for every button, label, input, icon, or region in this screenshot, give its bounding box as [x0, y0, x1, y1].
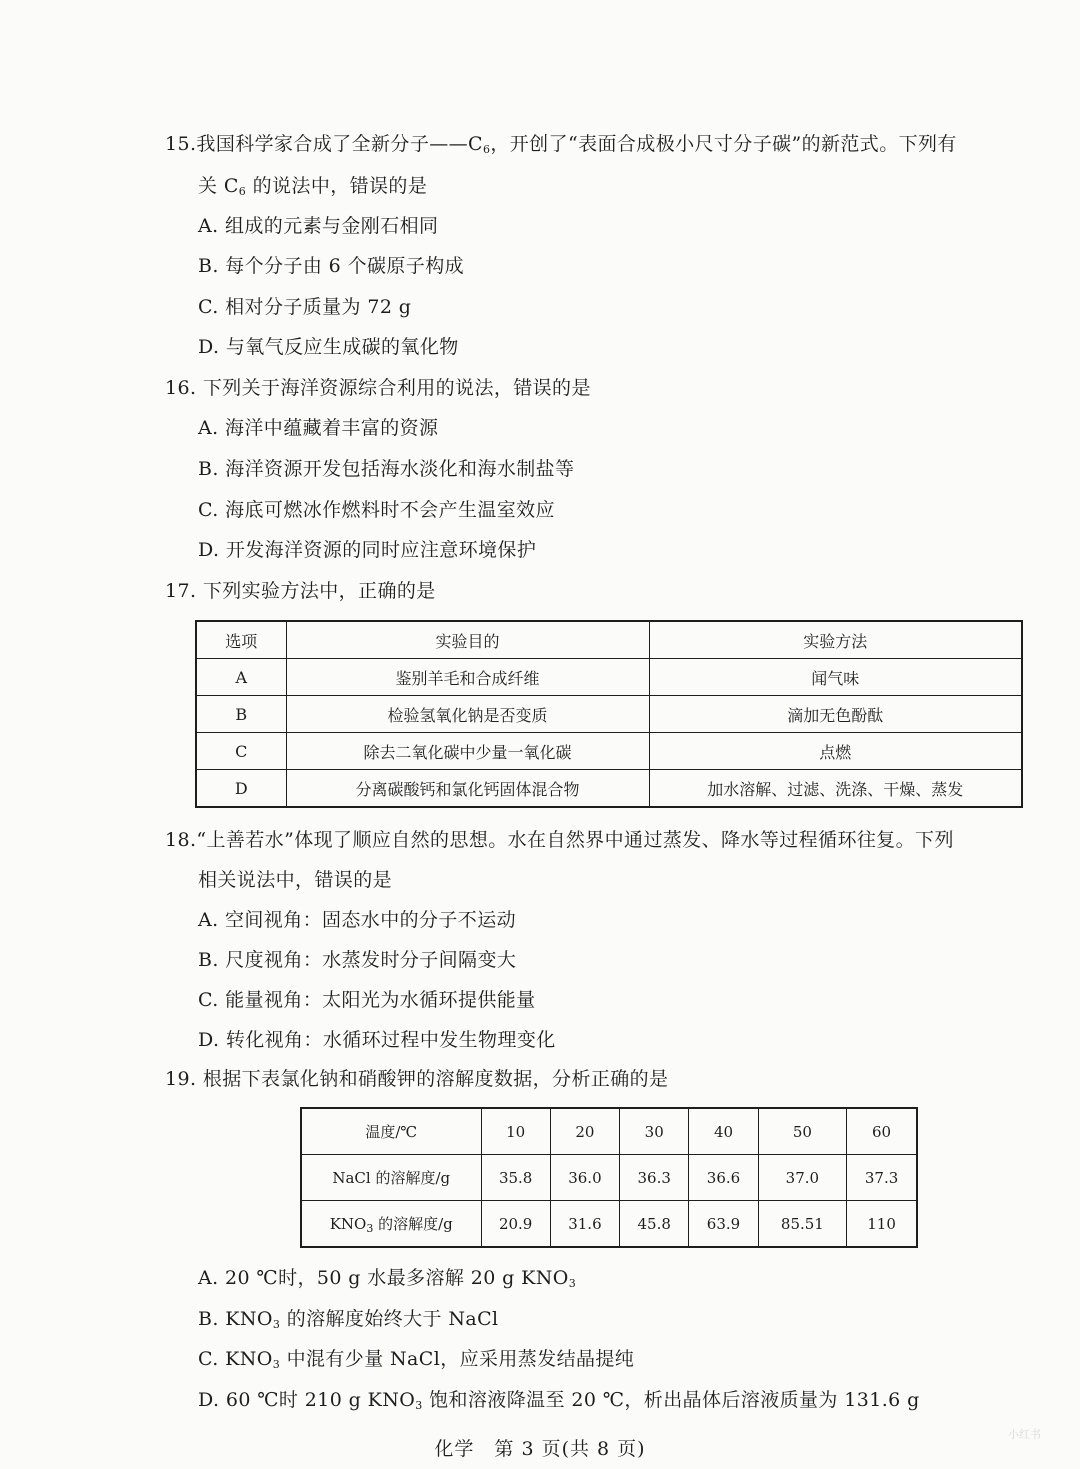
q19-stem: 19. 根据下表氯化钠和硝酸钾的溶解度数据，分析正确的是	[165, 1068, 669, 1090]
header-purpose: 实验目的	[286, 621, 649, 659]
table-cell: 45.8	[620, 1201, 689, 1248]
table-row	[196, 770, 1022, 808]
q15-option-d: D. 与氧气反应生成碳的氧化物	[198, 336, 459, 358]
q18-stem-line2: 相关说法中，错误的是	[198, 869, 393, 891]
table-cell: 36.6	[689, 1155, 758, 1201]
table-cell: 35.8	[481, 1155, 550, 1201]
table-header-row	[196, 621, 1022, 659]
q16-option-b: B. 海洋资源开发包括海水淡化和海水制盐等	[198, 458, 575, 480]
table-cell: 分离碳酸钙和氯化钙固体混合物	[286, 770, 649, 808]
table-cell: C	[196, 733, 286, 770]
table-cell: 36.0	[550, 1155, 619, 1201]
q17-experiment-table	[195, 620, 1023, 808]
table-cell: 40	[689, 1108, 758, 1155]
q16-option-a: A. 海洋中蕴藏着丰富的资源	[198, 417, 439, 439]
q19-option-b: B. $KNO_3$ 的溶解度始终大于 NaCl	[198, 1308, 499, 1331]
table-cell: 闻气味	[649, 659, 1022, 696]
q18-option-a: A. 空间视角：固态水中的分子不运动	[198, 909, 517, 931]
q18-option-b: B. 尺度视角：水蒸发时分子间隔变大	[198, 949, 517, 971]
table-cell: 检验氢氧化钠是否变质	[286, 696, 649, 733]
table-cell: D	[196, 770, 286, 808]
table-cell: 鉴别羊毛和合成纤维	[286, 659, 649, 696]
table-cell: 10	[481, 1108, 550, 1155]
q17-stem: 17. 下列实验方法中，正确的是	[165, 580, 436, 602]
page-footer: 化学 第 3 页(共 8 页)	[434, 1438, 646, 1460]
table-cell: 50	[758, 1108, 847, 1155]
header-option: 选项	[196, 621, 286, 659]
table-cell: 加水溶解、过滤、洗涤、干燥、蒸发	[649, 770, 1022, 808]
q15-option-b: B. 每个分子由 6 个碳原子构成	[198, 255, 465, 277]
q19-option-a: A. 20 ℃时，50 g 水最多溶解 20 g $KNO_3$	[198, 1267, 577, 1290]
table-cell: 20.9	[481, 1201, 550, 1248]
table-cell: 85.51	[758, 1201, 847, 1248]
table-row	[196, 733, 1022, 770]
table-row	[301, 1155, 917, 1201]
table-row	[196, 659, 1022, 696]
q15-stem-line1: 15.我国科学家合成了全新分子$——C_6$，开创了“表面合成极小尺寸分子碳”的新范式。下列有	[165, 133, 957, 156]
table-cell: B	[196, 696, 286, 733]
table-cell: 滴加无色酚酞	[649, 696, 1022, 733]
table-row	[301, 1201, 917, 1248]
table-cell: 37.0	[758, 1155, 847, 1201]
table-cell: 除去二氧化碳中少量一氧化碳	[286, 733, 649, 770]
q19-option-c: C. $KNO_3$ 中混有少量 NaCl，应采用蒸发结晶提纯	[198, 1348, 635, 1371]
q15-option-c: C. 相对分子质量为 72 g	[198, 296, 412, 318]
row-label-nacl: NaCl 的溶解度/g	[301, 1155, 481, 1201]
table-row	[301, 1108, 917, 1155]
q19-option-d: D. 60 ℃时 210 g $KNO_3$ 饱和溶液降温至 20 ℃，析出晶体后溶液质量为 131.6 g	[198, 1389, 920, 1412]
watermark: 小红书	[1008, 1428, 1041, 1441]
table-cell: 110	[847, 1201, 917, 1248]
table-cell: A	[196, 659, 286, 696]
q16-option-c: C. 海底可燃冰作燃料时不会产生温室效应	[198, 499, 555, 521]
table-cell: 20	[550, 1108, 619, 1155]
row-label-temperature: 温度/℃	[301, 1108, 481, 1155]
table-cell: 37.3	[847, 1155, 917, 1201]
table-cell: 36.3	[620, 1155, 689, 1201]
q16-option-d: D. 开发海洋资源的同时应注意环境保护	[198, 539, 537, 561]
q15-option-a: A. 组成的元素与金刚石相同	[198, 215, 439, 237]
q18-option-d: D. 转化视角：水循环过程中发生物理变化	[198, 1029, 556, 1051]
table-row	[196, 696, 1022, 733]
q19-solubility-table	[300, 1107, 918, 1248]
table-cell: 点燃	[649, 733, 1022, 770]
q18-stem-line1: 18.“上善若水”体现了顺应自然的思想。水在自然界中通过蒸发、降水等过程循环往复。下列	[165, 829, 954, 851]
q18-option-c: C. 能量视角：太阳光为水循环提供能量	[198, 989, 536, 1011]
row-label-kno3: $KNO_3$ 的溶解度/g	[301, 1201, 481, 1248]
table-cell: 30	[620, 1108, 689, 1155]
q15-stem-line2: 关 $C_6$ 的说法中，错误的是	[198, 175, 428, 198]
q16-stem: 16. 下列关于海洋资源综合利用的说法，错误的是	[165, 377, 591, 399]
table-cell: 63.9	[689, 1201, 758, 1248]
table-cell: 31.6	[550, 1201, 619, 1248]
header-method: 实验方法	[649, 621, 1022, 659]
table-cell: 60	[847, 1108, 917, 1155]
